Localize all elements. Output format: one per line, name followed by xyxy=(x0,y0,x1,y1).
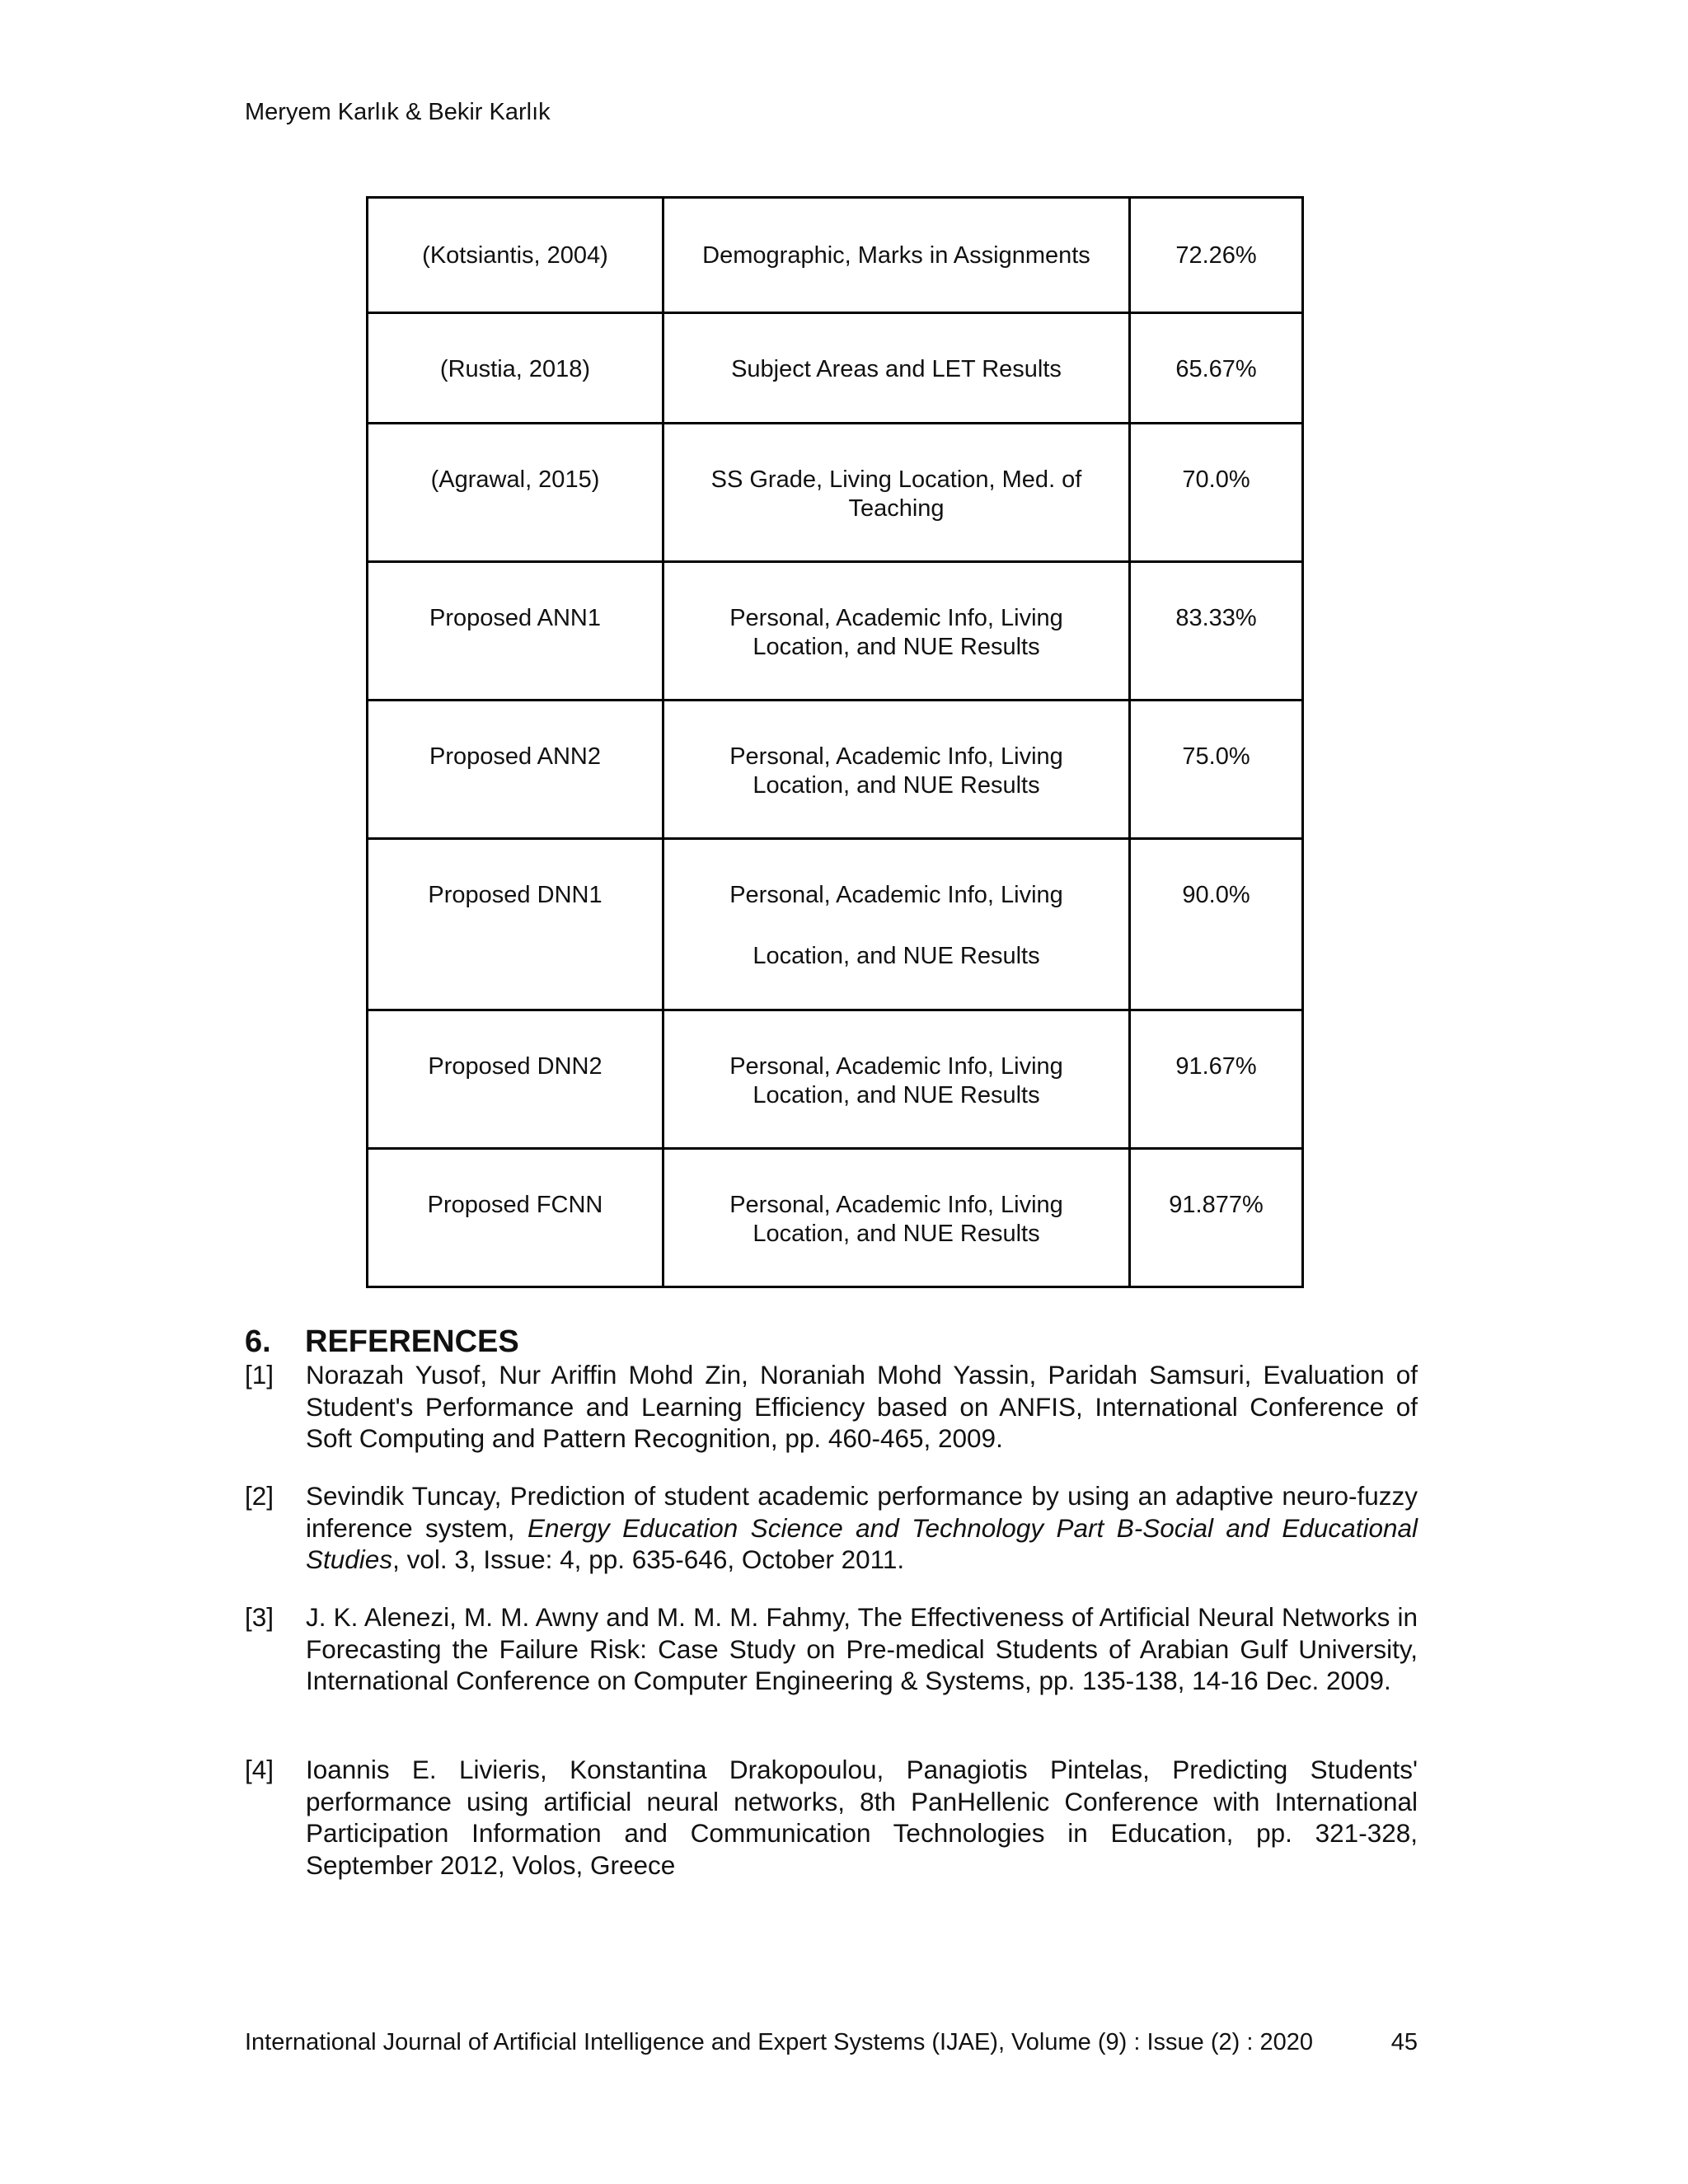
features-line: Teaching xyxy=(848,495,945,522)
accuracy-text: 65.67% xyxy=(1175,356,1257,382)
section-number: 6. xyxy=(245,1324,271,1359)
table-row xyxy=(368,424,1303,562)
table-cell-features xyxy=(663,562,1130,701)
reference-text: Proposed ANN2 xyxy=(429,743,601,770)
table-cell-features xyxy=(663,198,1130,313)
features-line: Personal, Academic Info, Living xyxy=(729,1053,1063,1080)
table-cell-accuracy xyxy=(1130,562,1303,701)
table-cell-accuracy xyxy=(1130,839,1303,1010)
section-heading xyxy=(245,1323,519,1361)
accuracy-text: 75.0% xyxy=(1182,743,1250,770)
reference-text: Proposed FCNN xyxy=(427,1192,603,1218)
features-line: SS Grade, Living Location, Med. of xyxy=(710,466,1082,493)
running-head: Meryem Karlık & Bekir Karlık xyxy=(245,99,551,125)
table-cell-reference xyxy=(368,562,663,701)
table-row xyxy=(368,701,1303,839)
reference-text: Norazah Yusof, Nur Ariffin Mohd Zin, Noraniah Mohd Yassin, Paridah Samsuri, Evaluation of Student's Performance and Learning Efficiency based on ANFIS, International Conference of Soft Computing and Pattern Recognition, pp. 460-465, 2009. xyxy=(306,1360,1418,1453)
table-cell-accuracy xyxy=(1130,313,1303,424)
reference-text: (Kotsiantis, 2004) xyxy=(422,242,608,269)
reference-item xyxy=(245,1754,1418,1881)
features-line: Personal, Academic Info, Living xyxy=(729,882,1063,908)
journal-title: Energy Education Science and Technology Part B-Social and Educational Studies xyxy=(306,1512,1418,1574)
reference-text: Proposed ANN1 xyxy=(429,605,601,631)
features-line: Personal, Academic Info, Living xyxy=(729,1192,1063,1218)
table-cell-features xyxy=(663,1010,1130,1149)
reference-label: [4] xyxy=(245,1755,274,1784)
table-cell-features xyxy=(663,839,1130,1010)
table-row xyxy=(368,839,1303,1010)
table-cell-features xyxy=(663,313,1130,424)
table-cell-reference xyxy=(368,313,663,424)
features-text: Demographic, Marks in Assignments xyxy=(702,242,1090,269)
table-row xyxy=(368,198,1303,313)
table-cell-accuracy xyxy=(1130,198,1303,313)
reference-item xyxy=(245,1601,1418,1697)
features-line: Location, and NUE Results xyxy=(753,772,1040,799)
table-row xyxy=(368,1149,1303,1287)
accuracy-text: 91.877% xyxy=(1169,1192,1264,1218)
table-cell-features xyxy=(663,1149,1130,1287)
reference-label: [2] xyxy=(245,1481,274,1511)
accuracy-text: 70.0% xyxy=(1182,466,1250,493)
table-cell-accuracy xyxy=(1130,1010,1303,1149)
table-row xyxy=(368,562,1303,701)
table-cell-reference xyxy=(368,839,663,1010)
section-title: REFERENCES xyxy=(305,1324,519,1359)
reference-text-part: , vol. 3, Issue: 4, pp. 635-646, October 2011. xyxy=(392,1544,905,1574)
table-cell-accuracy xyxy=(1130,1149,1303,1287)
table-cell-reference xyxy=(368,1010,663,1149)
features-line: Location, and NUE Results xyxy=(753,634,1040,660)
reference-text: Ioannis E. Livieris, Konstantina Drakopoulou, Panagiotis Pintelas, Predicting Students' performance using artificial neural networks, 8th PanHellenic Conference with International Participation Information and Communication Technologies in Education, pp. 321-328, September 2012, Volos, Greece xyxy=(306,1755,1418,1880)
table-cell-accuracy xyxy=(1130,701,1303,839)
reference-label: [1] xyxy=(245,1360,274,1390)
features-text: Subject Areas and LET Results xyxy=(731,356,1062,382)
table-cell-accuracy xyxy=(1130,424,1303,562)
table-cell-reference xyxy=(368,198,663,313)
comparison-table xyxy=(366,196,1304,1288)
features-line: Location, and NUE Results xyxy=(753,1221,1040,1247)
table-cell-features xyxy=(663,701,1130,839)
reference-text xyxy=(306,1480,1418,1576)
features-line: Personal, Academic Info, Living xyxy=(729,605,1063,631)
reference-text: Proposed DNN1 xyxy=(428,882,603,908)
accuracy-text: 83.33% xyxy=(1175,605,1257,631)
features-line: Location, and NUE Results xyxy=(753,943,1040,969)
accuracy-text: 72.26% xyxy=(1175,242,1257,269)
reference-text-part: Sevindik Tuncay, Prediction of student academic performance by using an adaptive neuro-fuzzy inference system, xyxy=(306,1481,1418,1543)
reference-label: [3] xyxy=(245,1602,274,1632)
table-cell-reference xyxy=(368,701,663,839)
page-footer xyxy=(245,2027,1418,2057)
reference-text: (Rustia, 2018) xyxy=(439,356,591,382)
table-cell-reference xyxy=(368,424,663,562)
features-line: Location, and NUE Results xyxy=(753,1082,1040,1108)
reference-text: J. K. Alenezi, M. M. Awny and M. M. M. Fahmy, The Effectiveness of Artificial Neural Networks in Forecasting the Failure Risk: Case Study on Pre-medical Students of Arabian Gulf University, International Conference on Computer Engineering & Systems, pp. 135-138, 14-16 Dec. 2009. xyxy=(306,1602,1418,1695)
reference-text: Proposed DNN2 xyxy=(428,1053,603,1080)
table-row xyxy=(368,313,1303,424)
reference-item xyxy=(245,1359,1418,1455)
table-cell-features xyxy=(663,424,1130,562)
reference-item xyxy=(245,1480,1418,1576)
accuracy-text: 91.67% xyxy=(1175,1053,1257,1080)
footer-journal: International Journal of Artificial Intelligence and Expert Systems (IJAE), Volume (9) : Issue (2) : 2020 xyxy=(245,2029,1313,2055)
page-number: 45 xyxy=(1390,2029,1418,2055)
table-cell-reference xyxy=(368,1149,663,1287)
table-row xyxy=(368,1010,1303,1149)
features-line: Personal, Academic Info, Living xyxy=(729,743,1063,770)
accuracy-text: 90.0% xyxy=(1182,882,1250,908)
reference-text: (Agrawal, 2015) xyxy=(430,466,600,493)
